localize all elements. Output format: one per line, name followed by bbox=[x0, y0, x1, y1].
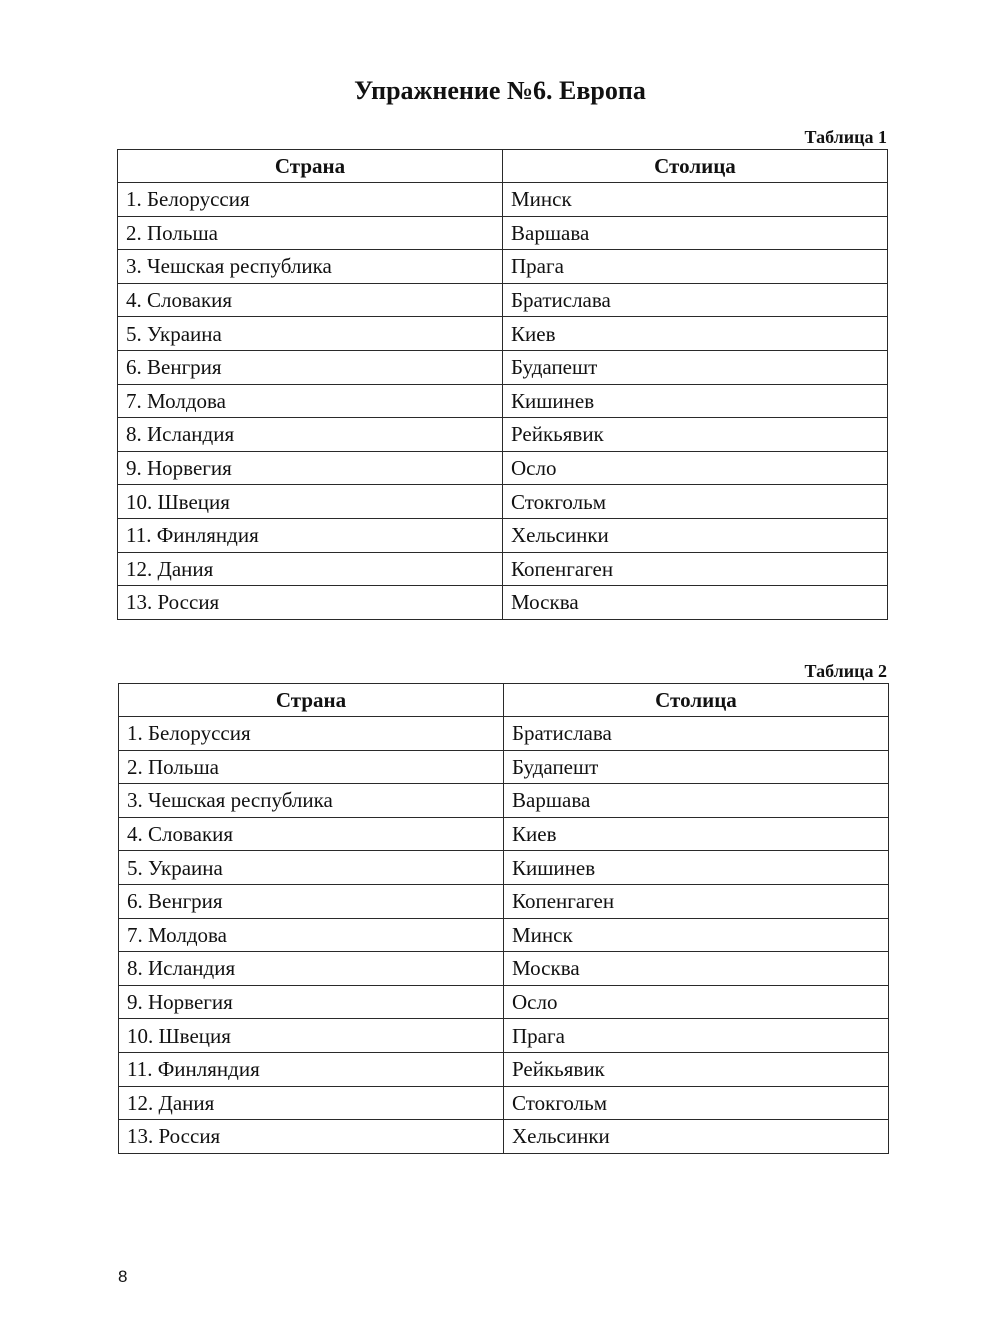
table-row bbox=[118, 384, 888, 418]
capital-cell: Копенгаген bbox=[504, 884, 889, 918]
capital-cell: Минск bbox=[504, 918, 889, 952]
table-row bbox=[119, 1052, 889, 1086]
country-cell: 6. Венгрия bbox=[119, 884, 504, 918]
table2-caption: Таблица 2 bbox=[804, 661, 887, 681]
table2-header-row bbox=[119, 684, 889, 717]
capital-cell: Будапешт bbox=[503, 350, 888, 384]
country-cell: 8. Исландия bbox=[119, 952, 504, 986]
capital-cell: Хельсинки bbox=[504, 1120, 889, 1154]
country-cell: 12. Дания bbox=[118, 552, 503, 586]
country-cell: 1. Белоруссия bbox=[118, 183, 503, 217]
country-cell: 10. Швеция bbox=[118, 485, 503, 519]
capital-cell: Братислава bbox=[504, 717, 889, 751]
country-cell: 11. Финляндия bbox=[119, 1052, 504, 1086]
capital-cell: Варшава bbox=[503, 216, 888, 250]
table-row bbox=[118, 586, 888, 620]
country-cell: 5. Украина bbox=[119, 851, 504, 885]
country-cell: 2. Польша bbox=[119, 750, 504, 784]
table-row bbox=[118, 451, 888, 485]
country-cell: 1. Белоруссия bbox=[119, 717, 504, 751]
capital-cell: Кишинев bbox=[504, 851, 889, 885]
table-row bbox=[118, 216, 888, 250]
capital-cell: Копенгаген bbox=[503, 552, 888, 586]
table1-header-country: Страна bbox=[118, 150, 503, 183]
country-cell: 9. Норвегия bbox=[118, 451, 503, 485]
table-row bbox=[118, 518, 888, 552]
capital-cell: Рейкьявик bbox=[504, 1052, 889, 1086]
table-row bbox=[118, 283, 888, 317]
table-row bbox=[119, 1019, 889, 1053]
country-cell: 7. Молдова bbox=[118, 384, 503, 418]
table-row bbox=[119, 918, 889, 952]
table-row bbox=[118, 183, 888, 217]
capital-cell: Москва bbox=[503, 586, 888, 620]
country-cell: 8. Исландия bbox=[118, 418, 503, 452]
capital-cell: Осло bbox=[504, 985, 889, 1019]
table2 bbox=[118, 683, 889, 1154]
table-row bbox=[119, 884, 889, 918]
capital-cell: Стокгольм bbox=[503, 485, 888, 519]
table-row bbox=[118, 250, 888, 284]
table1-caption: Таблица 1 bbox=[804, 127, 887, 147]
capital-cell: Будапешт bbox=[504, 750, 889, 784]
country-cell: 10. Швеция bbox=[119, 1019, 504, 1053]
table-row bbox=[119, 817, 889, 851]
table-row bbox=[119, 784, 889, 818]
table2-header-country: Страна bbox=[119, 684, 504, 717]
table2-header-capital: Столица bbox=[504, 684, 889, 717]
table1 bbox=[117, 149, 888, 620]
country-cell: 4. Словакия bbox=[118, 283, 503, 317]
capital-cell: Хельсинки bbox=[503, 518, 888, 552]
table-row bbox=[118, 485, 888, 519]
country-cell: 3. Чешская республика bbox=[118, 250, 503, 284]
capital-cell: Киев bbox=[503, 317, 888, 351]
capital-cell: Варшава bbox=[504, 784, 889, 818]
table-row bbox=[119, 851, 889, 885]
table-row bbox=[118, 418, 888, 452]
country-cell: 2. Польша bbox=[118, 216, 503, 250]
table-row bbox=[119, 952, 889, 986]
table1-header-row bbox=[118, 150, 888, 183]
table-row bbox=[119, 750, 889, 784]
table-row bbox=[119, 985, 889, 1019]
table-row bbox=[119, 1086, 889, 1120]
country-cell: 11. Финляндия bbox=[118, 518, 503, 552]
page-title: Упражнение №6. Европа bbox=[354, 76, 646, 105]
capital-cell: Стокгольм bbox=[504, 1086, 889, 1120]
table-row bbox=[118, 317, 888, 351]
capital-cell: Москва bbox=[504, 952, 889, 986]
page-number: 8 bbox=[118, 1267, 128, 1286]
capital-cell: Братислава bbox=[503, 283, 888, 317]
capital-cell: Осло bbox=[503, 451, 888, 485]
table1-header-capital: Столица bbox=[503, 150, 888, 183]
capital-cell: Прага bbox=[504, 1019, 889, 1053]
country-cell: 7. Молдова bbox=[119, 918, 504, 952]
country-cell: 5. Украина bbox=[118, 317, 503, 351]
capital-cell: Кишинев bbox=[503, 384, 888, 418]
capital-cell: Прага bbox=[503, 250, 888, 284]
capital-cell: Минск bbox=[503, 183, 888, 217]
country-cell: 3. Чешская республика bbox=[119, 784, 504, 818]
capital-cell: Киев bbox=[504, 817, 889, 851]
country-cell: 12. Дания bbox=[119, 1086, 504, 1120]
capital-cell: Рейкьявик bbox=[503, 418, 888, 452]
country-cell: 6. Венгрия bbox=[118, 350, 503, 384]
table-row bbox=[119, 1120, 889, 1154]
table-row bbox=[118, 350, 888, 384]
country-cell: 13. Россия bbox=[118, 586, 503, 620]
table-row bbox=[118, 552, 888, 586]
country-cell: 13. Россия bbox=[119, 1120, 504, 1154]
country-cell: 4. Словакия bbox=[119, 817, 504, 851]
table-row bbox=[119, 717, 889, 751]
country-cell: 9. Норвегия bbox=[119, 985, 504, 1019]
